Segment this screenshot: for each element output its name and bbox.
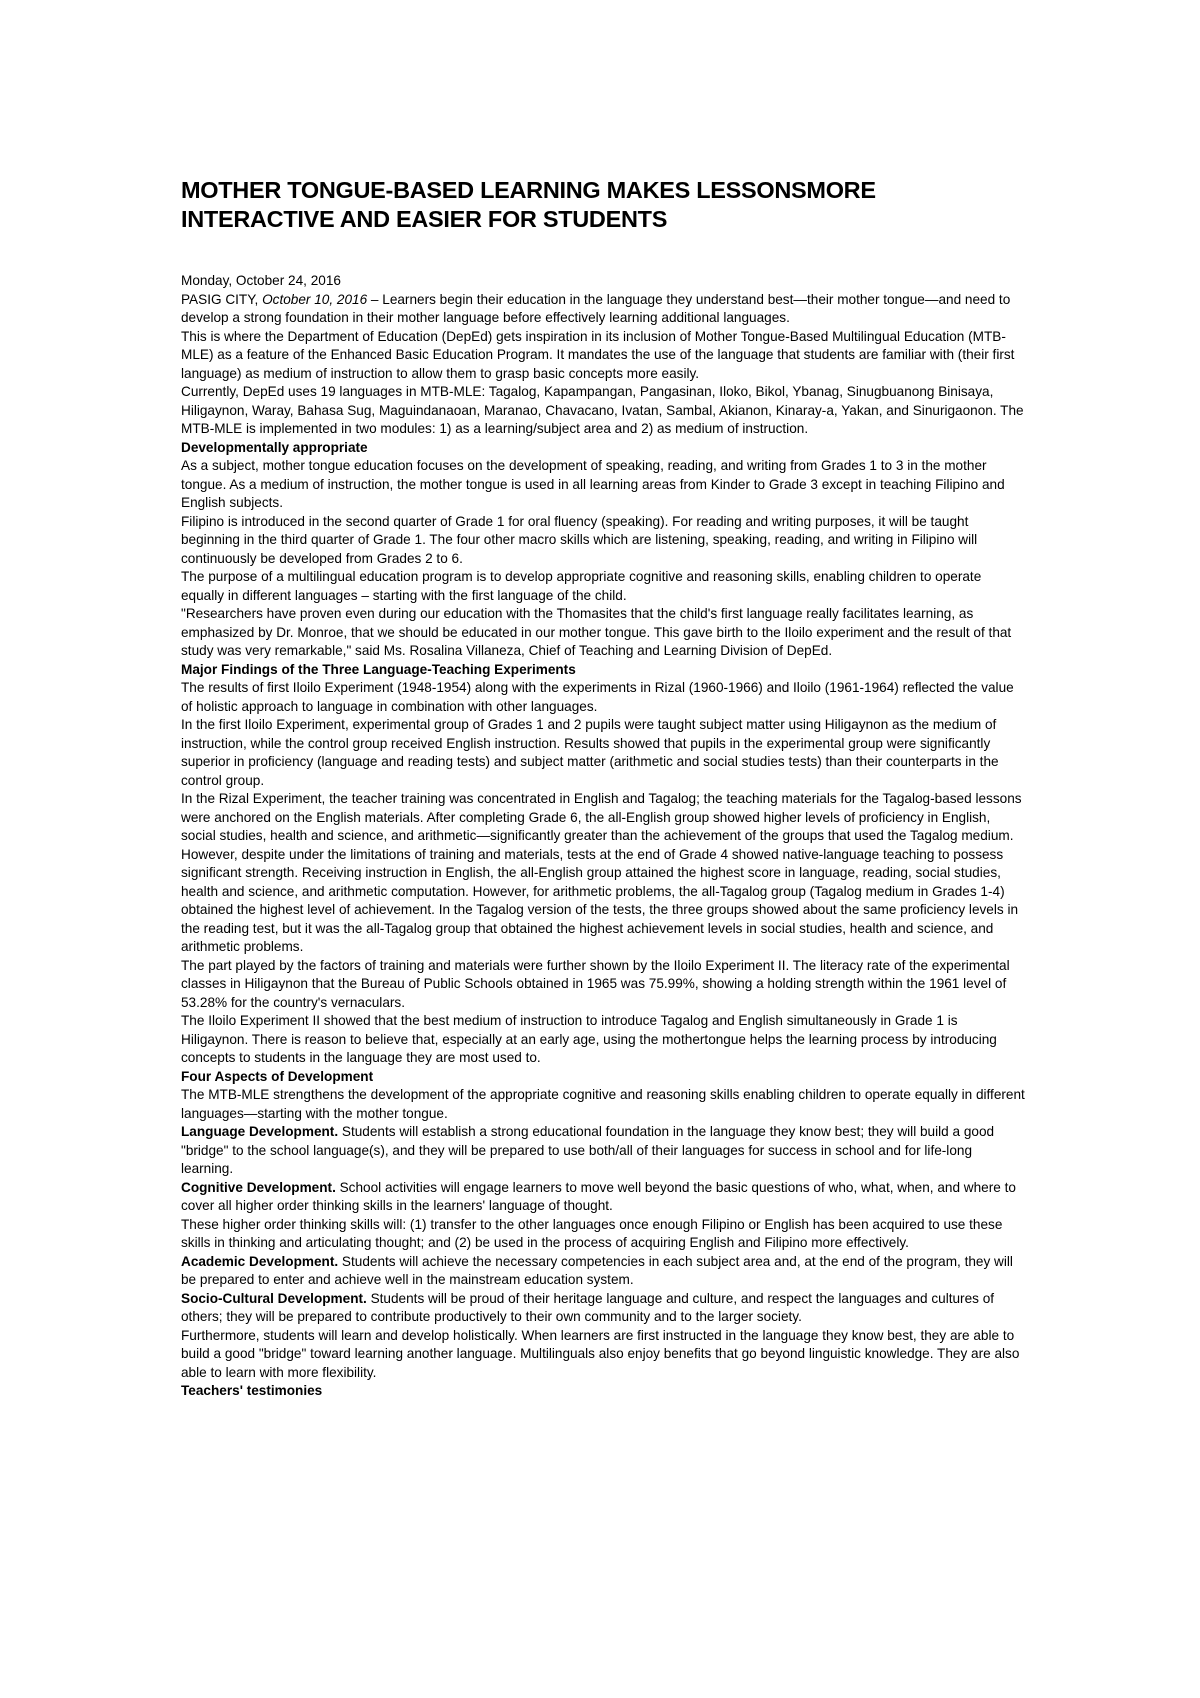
academic-development-label: Academic Development. bbox=[181, 1253, 339, 1269]
paragraph-subject: As a subject, mother tongue education focuses on the development of speaking, reading, and writing from Grades 1 to 3 in the mother tongue. As a medium of instruction, the mother tongue is used in all learning areas from Kinder to Grade 3 except in teaching Filipino and English subjects. bbox=[181, 458, 1005, 510]
cognitive-development-text: School activities will engage learners to move well beyond the basic questions of who, what, when, and where to cover all higher order thinking skills in the learners' language of thought. bbox=[181, 1179, 1016, 1213]
paragraph-socio-cultural-development bbox=[181, 1290, 1027, 1327]
paragraph-language-development bbox=[181, 1123, 1027, 1179]
section-heading-teachers-testimonies: Teachers' testimonies bbox=[181, 1383, 323, 1398]
paragraph-deped: This is where the Department of Education (DepEd) gets inspiration in its inclusion of Mother Tongue-Based Multilingual Education (MTB-MLE) as a feature of the Enhanced Basic Education Program. It mandates the use of the language that students are familiar with (their first language) as medium of instruction to allow them to grasp basic concepts more easily. bbox=[181, 328, 1015, 381]
language-development-text: Students will establish a strong educational foundation in the language they know best; they will build a good "bridge" to the school language(s), and they will be prepared to use both/all of their languages for success in school and for life-long learning. bbox=[181, 1124, 995, 1176]
paragraph-iloilo-two: The Iloilo Experiment II showed that the best medium of instruction to introduce Tagalog and English simultaneously in Grade 1 is Hiligaynon. There is reason to believe that, especially at an early age, using the mothertongue helps the learning process by introducing concepts to students in the language they are most used to. bbox=[181, 1013, 997, 1065]
dateline-place: PASIG CITY, bbox=[181, 291, 263, 307]
paragraph-results: The results of first Iloilo Experiment (1948-1954) along with the experiments in Rizal (1960-1966) and Iloilo (1961-1964) reflected the value of holistic approach to language in combination with other languages. bbox=[181, 680, 1014, 714]
paragraph-purpose: The purpose of a multilingual education program is to develop appropriate cognitive and reasoning skills, enabling children to operate equally in different languages – starting with the first language of the child. bbox=[181, 569, 982, 603]
paragraph-quote: "Researchers have proven even during our education with the Thomasites that the child's first language really facilitates learning, as emphasized by Dr. Monroe, that we should be educated in our mother tongue. This gave birth to the Iloilo experiment and the result of that study was very remarkable," said Ms. Rosalina Villaneza, Chief of Teaching and Learning Division of DepEd. bbox=[181, 606, 1012, 658]
dateline-date: October 10, 2016 bbox=[262, 291, 368, 307]
paragraph-higher-order: These higher order thinking skills will: (1) transfer to the other languages once enough Filipino or English has been acquired to use these skills in thinking and articulating thought; and (2) be used in the process of acquiring English and Filipino more effectively. bbox=[181, 1216, 1003, 1250]
paragraph-languages: Currently, DepEd uses 19 languages in MTB-MLE: Tagalog, Kapampangan, Pangasinan, Iloko, Bikol, Ybanag, Sinugbuanong Binisaya, Hiligaynon, Waray, Bahasa Sug, Maguindanaoan, Maranao, Chavacano, Ivatan, Sambal, Akianon, Kinaray-a, Yakan, and Sinurigaonon. The MTB-MLE is implemented in two modules: 1) as a learning/subject area and 2) as medium of instruction. bbox=[181, 384, 1024, 436]
socio-cultural-development-label: Socio-Cultural Development. bbox=[181, 1290, 367, 1306]
cognitive-development-label: Cognitive Development. bbox=[181, 1179, 336, 1195]
paragraph-part-played: The part played by the factors of training and materials were further shown by the Iloilo Experiment II. The literacy rate of the experimental classes in Hiligaynon that the Bureau of Public Schools obtained in 1965 was 75.99%, showing a holding strength within the 1961 level of 53.28% for the country's vernaculars. bbox=[181, 957, 1010, 1010]
language-development-label: Language Development. bbox=[181, 1124, 339, 1139]
article-date: Monday, October 24, 2016 bbox=[181, 273, 341, 288]
paragraph-academic-development bbox=[181, 1253, 1027, 1290]
paragraph-rizal: In the Rizal Experiment, the teacher training was concentrated in English and Tagalog; the teaching materials for the Tagalog-based lessons were anchored on the English materials. After completing Grade 6, the all-English group showed higher levels of proficiency in English, social studies, health and science, and arithmetic—significantly greater than the achievement of the groups that used the Tagalog medium. bbox=[181, 791, 1022, 843]
section-heading-four-aspects: Four Aspects of Development bbox=[181, 1068, 374, 1084]
paragraph-however: However, despite under the limitations of training and materials, tests at the end of Grade 4 showed native-language teaching to possess significant strength. Receiving instruction in English, the all-English group attained the highest score in language, reading, social studies, health and science, and arithmetic computation. However, for arithmetic problems, the all-Tagalog group (Tagalog medium in Grades 1-4) obtained the highest level of achievement. In the Tagalog version of the tests, the three groups showed about the same proficiency levels in the reading test, but it was the all-Tagalog group that obtained the highest achievement levels in social studies, health and science, and arithmetic problems. bbox=[181, 846, 1019, 954]
section-heading-major-findings: Major Findings of the Three Language-Teaching Experiments bbox=[181, 661, 576, 677]
paragraph-furthermore: Furthermore, students will learn and develop holistically. When learners are first instructed in the language they know best, they are able to build a good "bridge" toward learning another language. Multilinguals also enjoy benefits that go beyond linguistic knowledge. They are also able to learn with more flexibility. bbox=[181, 1327, 1020, 1380]
article-body bbox=[181, 272, 1027, 1401]
article bbox=[181, 176, 1027, 1401]
intro-paragraph bbox=[181, 291, 1027, 328]
paragraph-cognitive-development bbox=[181, 1179, 1027, 1216]
paragraph-strengthens: The MTB-MLE strengthens the development of the appropriate cognitive and reasoning skills enabling children to operate equally in different languages—starting with the mother tongue. bbox=[181, 1087, 1025, 1121]
intro-text: – Learners begin their education in the language they understand best—their mother tongue—and need to develop a strong foundation in their mother language before effectively learning additional languages. bbox=[181, 291, 1011, 325]
article-title: MOTHER TONGUE-BASED LEARNING MAKES LESSONSMORE INTERACTIVE AND EASIER FOR STUDENTS bbox=[181, 177, 876, 232]
paragraph-filipino: Filipino is introduced in the second quarter of Grade 1 for oral fluency (speaking). For reading and writing purposes, it will be taught beginning in the third quarter of Grade 1. The four other macro skills which are listening, speaking, reading, and writing in Filipino will continuously be developed from Grades 2 to 6. bbox=[181, 513, 978, 566]
socio-cultural-development-text: Students will be proud of their heritage language and culture, and respect the languages and cultures of others; they will be prepared to contribute productively to their own community and to the larger society. bbox=[181, 1290, 995, 1324]
academic-development-text: Students will achieve the necessary competencies in each subject area and, at the end of the program, they will be prepared to enter and achieve well in the mainstream education system. bbox=[181, 1253, 1013, 1287]
paragraph-first-iloilo: In the first Iloilo Experiment, experimental group of Grades 1 and 2 pupils were taught subject matter using Hiligaynon as the medium of instruction, while the control group received English instruction. Results showed that pupils in the experimental group were significantly superior in proficiency (language and reading tests) and subject matter (arithmetic and social studies tests) than their counterparts in the control group. bbox=[181, 717, 999, 788]
section-heading-developmentally-appropriate: Developmentally appropriate bbox=[181, 439, 368, 455]
